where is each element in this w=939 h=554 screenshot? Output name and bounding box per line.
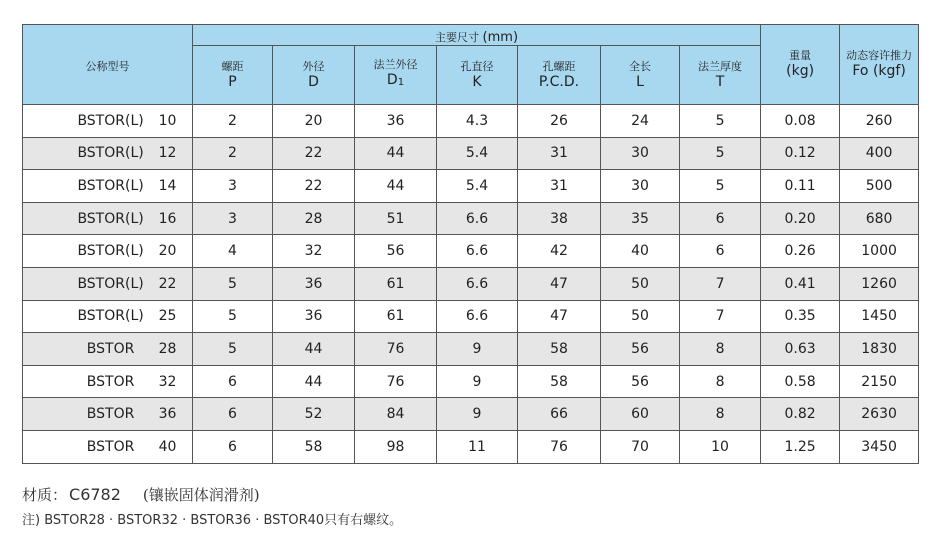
cell-p: 6 xyxy=(193,398,273,431)
cell-t: 8 xyxy=(680,365,761,398)
table-row xyxy=(23,235,919,268)
cell-fo: 1450 xyxy=(840,300,919,333)
table-row xyxy=(23,170,919,203)
cell-d1: 36 xyxy=(355,105,437,138)
table-row xyxy=(23,202,919,235)
cell-k: 5.4 xyxy=(437,170,518,203)
table-row xyxy=(23,398,919,431)
cell-fo: 3450 xyxy=(840,430,919,463)
dim-col-header: 外径 D xyxy=(273,46,355,105)
cell-pcd: 66 xyxy=(518,398,601,431)
cell-pcd: 26 xyxy=(518,105,601,138)
cell-kg: 0.08 xyxy=(761,105,840,138)
cell-k: 6.6 xyxy=(437,202,518,235)
dim-col-header: 孔螺距 P.C.D. xyxy=(518,46,601,105)
cell-fo: 680 xyxy=(840,202,919,235)
cell-k: 11 xyxy=(437,430,518,463)
cell-l: 24 xyxy=(601,105,680,138)
spec-table xyxy=(22,24,919,464)
model-cell: BSTOR(L) 10 xyxy=(23,105,193,138)
cell-fo: 500 xyxy=(840,170,919,203)
cell-t: 8 xyxy=(680,398,761,431)
cell-kg: 0.20 xyxy=(761,202,840,235)
weight-header: 重量 (kg) xyxy=(761,25,840,105)
model-cell: BSTOR(L) 25 xyxy=(23,300,193,333)
cell-p: 5 xyxy=(193,267,273,300)
cell-d: 58 xyxy=(273,430,355,463)
cell-d: 28 xyxy=(273,202,355,235)
thread-note: 注) BSTOR28 · BSTOR32 · BSTOR36 · BSTOR40只有右螺纹。 xyxy=(22,513,403,528)
material-note: 材质： C6782 (镶嵌固体润滑剂) xyxy=(22,485,260,504)
cell-pcd: 47 xyxy=(518,300,601,333)
cell-l: 56 xyxy=(601,333,680,366)
cell-l: 50 xyxy=(601,267,680,300)
cell-pcd: 47 xyxy=(518,267,601,300)
cell-l: 56 xyxy=(601,365,680,398)
dim-col-header: 法兰厚度 T xyxy=(680,46,761,105)
dim-col-header: 螺距 P xyxy=(193,46,273,105)
cell-pcd: 58 xyxy=(518,365,601,398)
cell-fo: 2630 xyxy=(840,398,919,431)
cell-d1: 76 xyxy=(355,365,437,398)
cell-kg: 0.82 xyxy=(761,398,840,431)
cell-pcd: 31 xyxy=(518,170,601,203)
cell-t: 8 xyxy=(680,333,761,366)
table-row xyxy=(23,333,919,366)
cell-l: 50 xyxy=(601,300,680,333)
cell-t: 6 xyxy=(680,202,761,235)
model-cell: BSTOR(L) 12 xyxy=(23,137,193,170)
cell-pcd: 42 xyxy=(518,235,601,268)
cell-kg: 0.26 xyxy=(761,235,840,268)
model-cell: BSTOR(L) 16 xyxy=(23,202,193,235)
model-cell: BSTOR(L) 14 xyxy=(23,170,193,203)
cell-k: 5.4 xyxy=(437,137,518,170)
cell-d: 22 xyxy=(273,170,355,203)
table-row xyxy=(23,137,919,170)
cell-p: 2 xyxy=(193,137,273,170)
table-row xyxy=(23,300,919,333)
cell-p: 2 xyxy=(193,105,273,138)
cell-d1: 44 xyxy=(355,137,437,170)
cell-d: 36 xyxy=(273,300,355,333)
cell-t: 5 xyxy=(680,105,761,138)
cell-p: 5 xyxy=(193,300,273,333)
table-row xyxy=(23,105,919,138)
cell-t: 5 xyxy=(680,170,761,203)
cell-l: 30 xyxy=(601,137,680,170)
cell-k: 6.6 xyxy=(437,300,518,333)
cell-fo: 1260 xyxy=(840,267,919,300)
cell-p: 6 xyxy=(193,365,273,398)
force-header: 动态容许推力 Fo (kgf) xyxy=(840,25,919,105)
cell-kg: 0.58 xyxy=(761,365,840,398)
cell-l: 30 xyxy=(601,170,680,203)
cell-d1: 44 xyxy=(355,170,437,203)
dim-col-header: 全长 L xyxy=(601,46,680,105)
cell-d: 22 xyxy=(273,137,355,170)
cell-p: 5 xyxy=(193,333,273,366)
cell-d: 44 xyxy=(273,365,355,398)
cell-l: 60 xyxy=(601,398,680,431)
cell-d: 36 xyxy=(273,267,355,300)
cell-fo: 1830 xyxy=(840,333,919,366)
dim-col-header: 法兰外径 D1 xyxy=(355,46,437,105)
cell-d: 32 xyxy=(273,235,355,268)
cell-k: 6.6 xyxy=(437,267,518,300)
cell-kg: 1.25 xyxy=(761,430,840,463)
cell-fo: 400 xyxy=(840,137,919,170)
model-cell: BSTOR 32 xyxy=(23,365,193,398)
cell-l: 70 xyxy=(601,430,680,463)
cell-d1: 56 xyxy=(355,235,437,268)
cell-kg: 0.11 xyxy=(761,170,840,203)
cell-k: 9 xyxy=(437,365,518,398)
cell-l: 40 xyxy=(601,235,680,268)
cell-k: 6.6 xyxy=(437,235,518,268)
cell-t: 5 xyxy=(680,137,761,170)
table-row xyxy=(23,267,919,300)
cell-pcd: 38 xyxy=(518,202,601,235)
cell-p: 3 xyxy=(193,170,273,203)
cell-kg: 0.63 xyxy=(761,333,840,366)
cell-d: 52 xyxy=(273,398,355,431)
cell-k: 9 xyxy=(437,398,518,431)
cell-p: 3 xyxy=(193,202,273,235)
cell-d1: 61 xyxy=(355,267,437,300)
cell-pcd: 31 xyxy=(518,137,601,170)
cell-p: 4 xyxy=(193,235,273,268)
model-cell: BSTOR 28 xyxy=(23,333,193,366)
cell-t: 7 xyxy=(680,267,761,300)
cell-fo: 260 xyxy=(840,105,919,138)
cell-d1: 84 xyxy=(355,398,437,431)
cell-d1: 98 xyxy=(355,430,437,463)
cell-fo: 1000 xyxy=(840,235,919,268)
cell-t: 6 xyxy=(680,235,761,268)
cell-d1: 51 xyxy=(355,202,437,235)
cell-kg: 0.41 xyxy=(761,267,840,300)
cell-fo: 2150 xyxy=(840,365,919,398)
cell-k: 4.3 xyxy=(437,105,518,138)
cell-t: 7 xyxy=(680,300,761,333)
dim-col-header: 孔直径 K xyxy=(437,46,518,105)
model-cell: BSTOR 36 xyxy=(23,398,193,431)
cell-t: 10 xyxy=(680,430,761,463)
cell-d1: 76 xyxy=(355,333,437,366)
cell-kg: 0.12 xyxy=(761,137,840,170)
cell-k: 9 xyxy=(437,333,518,366)
table-row xyxy=(23,365,919,398)
cell-kg: 0.35 xyxy=(761,300,840,333)
model-cell: BSTOR(L) 22 xyxy=(23,267,193,300)
cell-d1: 61 xyxy=(355,300,437,333)
cell-d: 44 xyxy=(273,333,355,366)
cell-p: 6 xyxy=(193,430,273,463)
table-row xyxy=(23,430,919,463)
cell-l: 35 xyxy=(601,202,680,235)
cell-pcd: 58 xyxy=(518,333,601,366)
model-cell: BSTOR 40 xyxy=(23,430,193,463)
cell-pcd: 76 xyxy=(518,430,601,463)
cell-d: 20 xyxy=(273,105,355,138)
model-header: 公称型号 xyxy=(23,25,193,105)
dims-header: 主要尺寸 (mm) xyxy=(193,25,761,46)
model-cell: BSTOR(L) 20 xyxy=(23,235,193,268)
